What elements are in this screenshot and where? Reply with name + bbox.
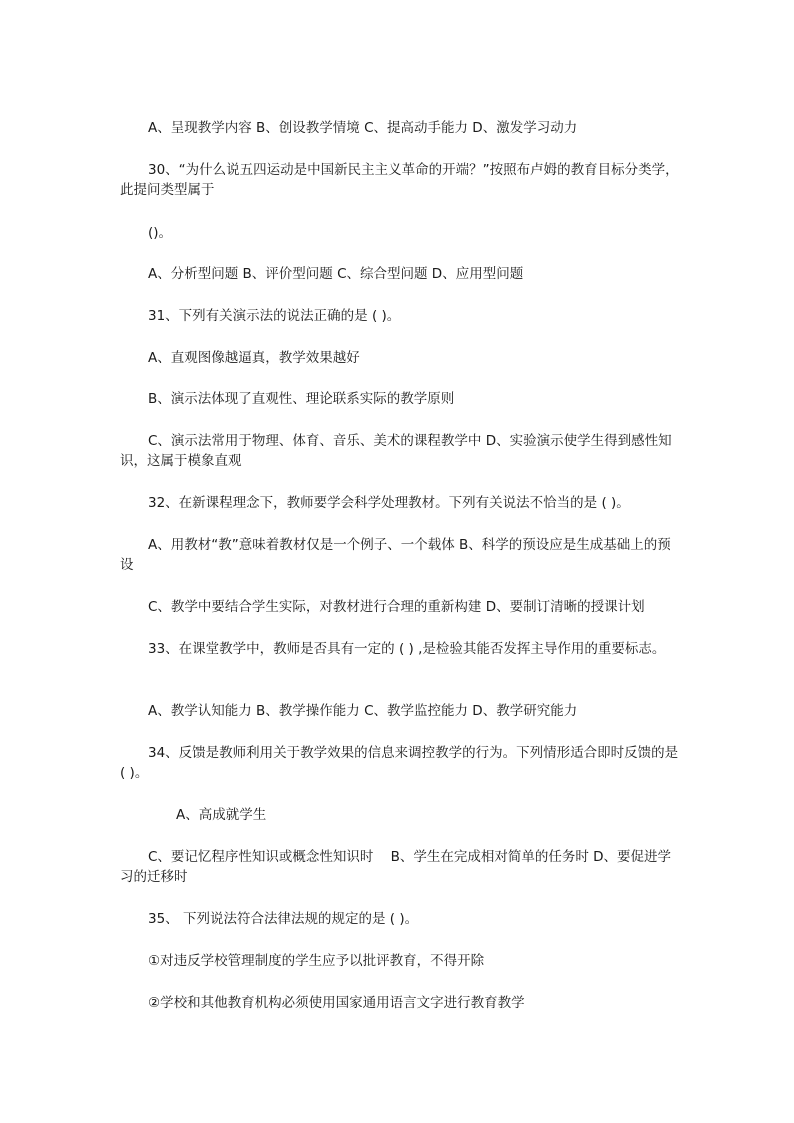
statement-q35-2: ②学校和其他教育机构必须使用国家通用语言文字进行教育教学 (148, 995, 525, 1011)
option-q34-b-c-d: C、要记忆程序性知识或概念性知识时 B、学生在完成相对简单的任务时 D、要促进学习的迁移时 (120, 849, 672, 885)
answer-options-q33: A、教学认知能力 B、教学操作能力 C、教学监控能力 D、教学研究能力 (148, 703, 578, 719)
answer-options-q29: A、呈现教学内容 B、创设教学情境 C、提高动手能力 D、激发学习动力 (148, 120, 578, 136)
statement-q35-1: ①对违反学校管理制度的学生应予以批评教育，不得开除 (148, 953, 485, 969)
question-34: 34、反馈是教师利用关于教学效果的信息来调控教学的行为。下列情形适合即时反馈的是 ( )。 (120, 745, 683, 781)
option-q34-a: A、高成就学生 (176, 807, 267, 823)
option-q31-a: A、直观图像越逼真，教学效果越好 (148, 350, 360, 366)
question-30-blank: ()。 (148, 225, 173, 241)
option-q32-c-d: C、教学中要结合学生实际，对教材进行合理的重新构建 D、要制订清晰的授课计划 (148, 599, 645, 615)
question-31: 31、下列有关演示法的说法正确的是 ( )。 (148, 308, 401, 324)
option-q31-c-d: C、演示法常用于物理、体育、音乐、美术的课程教学中 D、实验演示使学生得到感性知识，这属于模象直观 (120, 433, 672, 469)
option-q32-a-b: A、用教材“教”意味着教材仅是一个例子、一个载体 B、科学的预设应是生成基础上的预设 (120, 537, 671, 573)
answer-options-q30: A、分析型问题 B、评价型问题 C、综合型问题 D、应用型问题 (148, 266, 524, 282)
question-35: 35、 下列说法符合法律法规的规定的是 ( )。 (148, 911, 419, 927)
question-32: 32、在新课程理念下，教师要学会科学处理教材。下列有关说法不恰当的是 ( )。 (148, 495, 630, 511)
option-q31-b: B、演示法体现了直观性、理论联系实际的教学原则 (148, 391, 455, 407)
question-30: 30、“为什么说五四运动是中国新民主主义革命的开端？”按照布卢姆的教育目标分类学，此提问类型属于 (120, 162, 679, 198)
question-33: 33、在课堂教学中，教师是否具有一定的 ( ) ,是检验其能否发挥主导作用的重要标志。 (148, 641, 666, 657)
